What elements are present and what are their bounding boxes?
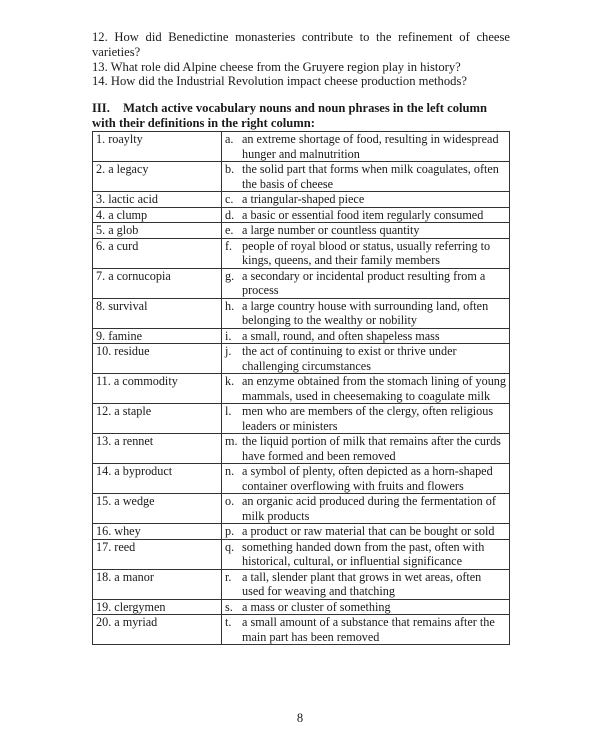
- vocab-term: 15. a wedge: [93, 494, 222, 524]
- question-14: 14. How did the Industrial Revolution impact cheese production methods?: [92, 74, 467, 89]
- definition-letter: s.: [225, 599, 233, 614]
- vocab-term: 3. lactic acid: [93, 192, 222, 208]
- definition-text: the act of continuing to exist or thrive under challenging circumstances: [242, 344, 457, 373]
- vocab-term: 20. a myriad: [93, 615, 222, 645]
- table-row: [93, 298, 510, 328]
- vocabulary-table-body: [93, 132, 510, 645]
- vocab-definition-cell: [222, 464, 510, 494]
- vocab-term: 17. reed: [93, 539, 222, 569]
- table-row: [93, 374, 510, 404]
- vocab-definition-cell: [222, 207, 510, 223]
- definition-text: a triangular-shaped piece: [242, 192, 365, 206]
- definition-text: a tall, slender plant that grows in wet areas, often used for weaving and thatching: [242, 569, 482, 598]
- definition-letter: c.: [225, 192, 234, 206]
- definition-letter: p.: [225, 524, 235, 538]
- vocab-definition-cell: [222, 569, 510, 599]
- table-row: [93, 268, 510, 298]
- definition-letter: j.: [225, 344, 232, 358]
- table-row: [93, 192, 510, 208]
- definition-text: a product or raw material that can be bought or sold: [242, 524, 495, 538]
- definition-letter: i.: [225, 328, 232, 343]
- vocab-term: 18. a manor: [93, 569, 222, 599]
- definition-letter: b.: [225, 162, 235, 176]
- vocab-definition-cell: [222, 539, 510, 569]
- vocab-term: 7. a cornucopia: [93, 268, 222, 298]
- vocab-term: 9. famine: [93, 328, 222, 344]
- vocab-definition-cell: [222, 268, 510, 298]
- vocab-definition-cell: [222, 328, 510, 344]
- definition-text: an enzyme obtained from the stomach lining of young mammals, used in cheesemaking to coagulate milk: [242, 374, 506, 403]
- definition-letter: f.: [225, 238, 233, 253]
- vocab-term: 13. a rennet: [93, 434, 222, 464]
- definition-text: people of royal blood or status, usually referring to kings, queens, and their family members: [242, 238, 491, 267]
- discussion-questions: [92, 30, 510, 89]
- table-row: [93, 404, 510, 434]
- table-row: [93, 539, 510, 569]
- definition-letter: q.: [225, 539, 235, 554]
- table-row: [93, 223, 510, 239]
- table-row: [93, 162, 510, 192]
- definition-text: a secondary or incidental product resulting from a process: [242, 268, 486, 297]
- question-13: 13. What role did Alpine cheese from the Gruyere region play in history?: [92, 59, 461, 74]
- vocab-definition-cell: [222, 298, 510, 328]
- definition-text: a small, round, and often shapeless mass: [242, 328, 440, 343]
- definition-text: a small amount of a substance that remains after the main part has been removed: [242, 615, 495, 644]
- definition-letter: g.: [225, 268, 235, 283]
- vocab-term: 4. a clump: [93, 207, 222, 223]
- section-number: III.: [92, 101, 110, 115]
- table-row: [93, 569, 510, 599]
- table-row: [93, 207, 510, 223]
- table-row: [93, 328, 510, 344]
- definition-text: an extreme shortage of food, resulting in widespread hunger and malnutrition: [242, 132, 499, 161]
- table-row: [93, 344, 510, 374]
- vocab-term: 5. a glob: [93, 223, 222, 239]
- definition-text: men who are members of the clergy, often religious leaders or ministers: [242, 404, 494, 433]
- definition-letter: k.: [225, 374, 235, 388]
- vocab-definition-cell: [222, 132, 510, 162]
- vocabulary-match-table: [92, 131, 510, 645]
- vocab-term: 11. a commodity: [93, 374, 222, 404]
- vocab-definition-cell: [222, 615, 510, 645]
- definition-letter: e.: [225, 223, 234, 237]
- vocab-term: 14. a byproduct: [93, 464, 222, 494]
- table-row: [93, 464, 510, 494]
- question-12: 12. How did Benedictine monasteries contribute to the refinement of cheese varieties?: [92, 30, 510, 59]
- definition-letter: h.: [225, 298, 235, 313]
- definition-letter: m.: [225, 434, 238, 448]
- vocab-term: 8. survival: [93, 298, 222, 328]
- definition-text: the liquid portion of milk that remains after the curds have formed and been removed: [242, 434, 501, 463]
- section-heading: [92, 101, 510, 130]
- vocab-definition-cell: [222, 238, 510, 268]
- definition-text: a basic or essential food item regularly consumed: [242, 207, 484, 222]
- table-row: [93, 434, 510, 464]
- vocab-definition-cell: [222, 404, 510, 434]
- definition-letter: l.: [225, 404, 232, 418]
- definition-text: a large number or countless quantity: [242, 223, 420, 237]
- vocab-definition-cell: [222, 162, 510, 192]
- table-row: [93, 132, 510, 162]
- vocab-definition-cell: [222, 344, 510, 374]
- vocab-term: 12. a staple: [93, 404, 222, 434]
- definition-text: a symbol of plenty, often depicted as a horn-shaped container overflowing with fruits and flowers: [242, 464, 493, 493]
- vocab-definition-cell: [222, 434, 510, 464]
- table-row: [93, 524, 510, 540]
- vocab-term: 1. roaylty: [93, 132, 222, 162]
- vocab-term: 16. whey: [93, 524, 222, 540]
- vocab-term: 2. a legacy: [93, 162, 222, 192]
- definition-letter: a.: [225, 132, 234, 146]
- vocab-definition-cell: [222, 192, 510, 208]
- vocab-term: 6. a curd: [93, 238, 222, 268]
- definition-text: a large country house with surrounding land, often belonging to the wealthy or nobility: [242, 298, 489, 327]
- definition-text: a mass or cluster of something: [242, 599, 391, 614]
- vocab-term: 19. clergymen: [93, 599, 222, 615]
- definition-letter: n.: [225, 464, 235, 478]
- table-row: [93, 494, 510, 524]
- definition-text: something handed down from the past, often with historical, cultural, or influential significance: [242, 539, 485, 568]
- definition-letter: o.: [225, 494, 235, 508]
- definition-letter: d.: [225, 207, 235, 222]
- vocab-definition-cell: [222, 374, 510, 404]
- table-row: [93, 615, 510, 645]
- definition-text: the solid part that forms when milk coagulates, often the basis of cheese: [242, 162, 499, 191]
- table-row: [93, 238, 510, 268]
- table-row: [93, 599, 510, 615]
- vocab-definition-cell: [222, 223, 510, 239]
- definition-letter: r.: [225, 569, 232, 584]
- definition-letter: t.: [225, 615, 232, 629]
- page-number: 8: [296, 711, 304, 725]
- definition-text: an organic acid produced during the fermentation of milk products: [242, 494, 496, 523]
- vocab-definition-cell: [222, 524, 510, 540]
- vocab-definition-cell: [222, 494, 510, 524]
- vocab-term: 10. residue: [93, 344, 222, 374]
- section-instruction: Match active vocabulary nouns and noun phrases in the left column with their definitions in the right column:: [92, 101, 488, 130]
- vocab-definition-cell: [222, 599, 510, 615]
